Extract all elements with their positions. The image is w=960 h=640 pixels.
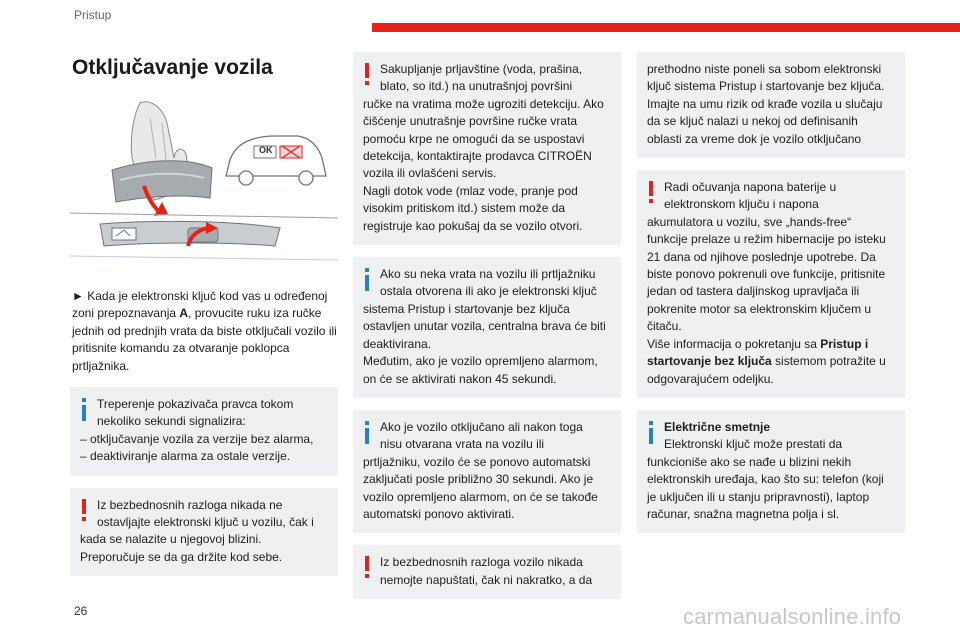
watermark: carmanualsonline.info [683,604,902,629]
interference-heading: Električne smetnje [664,419,771,434]
hand-door-handle-icon [70,88,338,278]
info-box-interference: Električne smetnje Elektronski ključ može prestati da funkcioniše ako se nađe u blizini nekih elektronskih uređaja, kao što su: telefon (koji je uključen ili u stanju pripravnosti), laptop računar, snažna magnetna polja i sl. [637,410,905,533]
warning-icon [647,181,655,205]
warning-box-battery: Radi očuvanja napona baterije u elektronskom ključu i napona akumulatora u vozilu, sve „hands-free“ funkcije prelaze u režim hibernacije po isteku 21 dana od njihove poslednje upotrebe. Da biste ponovo pokrenuli ove funkcije, pritisnite jedan od tastera daljinskog upravljača ili pokrenite motor sa elektronskim ključem u čitaču. Više informacija o pokretanju sa Pristup i startovanje bez ključa sistemom potražite u odgovarajućem odeljku. [637,170,905,398]
header-section: Pristup [74,8,112,22]
info-icon [647,421,655,445]
header-red-bar [372,23,960,32]
info-box-auto-relock: Ako je vozilo otključano ali nakon toga nisu otvarana vrata na vozilu ili prtljažniku, vozilo će se ponovo automatski zaključati posle približno 30 sekundi. Ako je vozilo opremljeno alarmom, on će se takođe automatski ponovo aktivirati. [353,410,621,533]
column-1 [70,56,338,588]
info-box-indicators: Treperenje pokazivača pravca tokom nekoliko sekundi signalizira: – otključavanje vozila za verzije bez alarma, – deaktiviranje alarma za ostale verzije. [70,387,338,476]
info-box-doors-open: Ako su neka vrata na vozilu ili prtljažniku ostala otvorena ili ako je elektronski ključ sistema Pristup i startovanje bez ključa ostavljen unutar vozila, centralna brava će biti deaktivirana. Međutim, ako je vozilo opremljeno alarmom, on će se aktivirati nakon 45 sekundi. [353,257,621,398]
info-icon [363,421,371,445]
page-number: 26 [74,604,88,618]
unlock-instruction: ► Kada je elektronski ključ kod vas u određenoj zoni prepoznavanja A, provucite ruku iza ručke jednih od prednjih vrata da biste otključali vozilo ili pritisnite komandu za otvaranje poklopca prtljažnika. [72,289,337,373]
warning-icon [80,499,88,523]
ok-label: OK [259,145,273,155]
info-icon [80,398,88,422]
warning-box-dirt: Sakupljanje prljavštine (voda, prašina, blato, so itd.) na unutrašnjoj površini ručke na vratima može ugroziti detekciju. Ako čišćenje unutrašnje površine ručke vrata pomoću krpe ne omogući da se uspostavi detekcija, kontaktirajte prodavca CITROËN vozila ili ovlašćeni servis. Nagli dotok vode (mlaz vode, pranje pod visokim pritiskom itd.) sistem može da registruje kao pokušaj da se vozilo otvori. [353,52,621,245]
warning-icon [363,556,371,580]
column-2 [353,52,621,611]
warning-icon [363,63,371,87]
page-title: Otključavanje vozila [72,56,273,79]
warning-box-leaving-vehicle: Iz bezbednosnih razloga vozilo nikada nemojte napuštati, čak ni nakratko, a da [353,545,621,599]
column-3 [637,52,905,545]
more-info-text: Više informacija o pokretanju sa Pristup i startovanje bez ključa sistemom potražite u odgovarajućem odeljku. [647,336,886,386]
door-handle-illustration [70,88,338,278]
warning-box-continued: prethodno niste poneli sa sobom elektronski ključ sistema Pristup i startovanje bez ključa. Imajte na umu rizik od krađe vozila u slučaju da se ključ nalazi u nekoj od definisanih oblasti za vreme dok je vozilo otključano [637,52,905,158]
info-icon [363,268,371,292]
warning-box-key-safety: Iz bezbednosnih razloga nikada ne ostavljajte elektronski ključ u vozilu, čak i kada se nalazite u njegovoj blizini. Preporučuje se da ga držite kod sebe. [70,488,338,577]
